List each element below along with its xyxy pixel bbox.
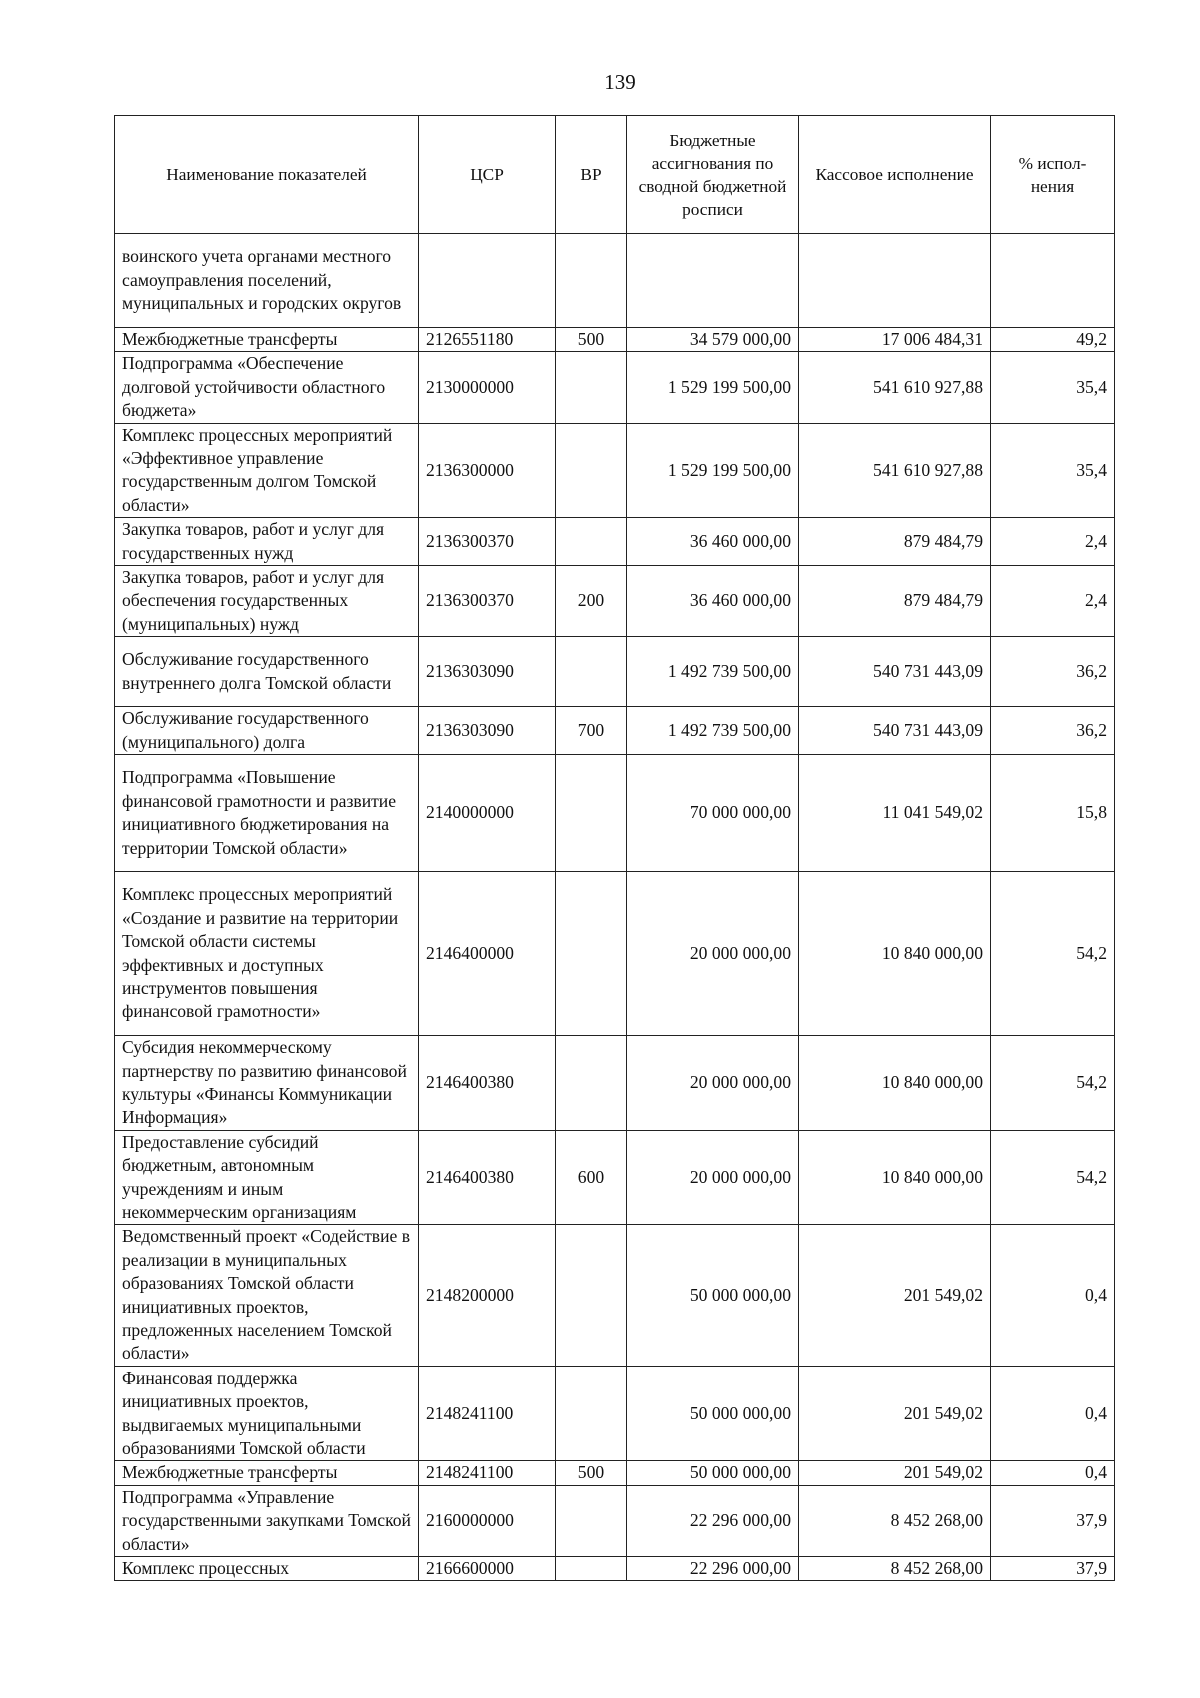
row-pct: 2,4 <box>991 518 1115 566</box>
row-pct: 15,8 <box>991 755 1115 872</box>
row-csr: 2130000000 <box>419 352 556 423</box>
row-vr <box>556 637 627 707</box>
row-vr <box>556 1366 627 1461</box>
row-csr: 2136300370 <box>419 566 556 637</box>
row-csr: 2136300000 <box>419 423 556 518</box>
row-vr <box>556 1485 627 1556</box>
row-vr <box>556 1225 627 1366</box>
row-vr <box>556 423 627 518</box>
row-csr: 2136303090 <box>419 707 556 755</box>
row-name: Подпрограмма «Управление государственными закупками Томской области» <box>115 1485 419 1556</box>
table-row <box>115 1225 1115 1366</box>
header-vr: ВР <box>556 116 627 234</box>
row-name: Подпрограмма «Повышение финансовой грамотности и развитие инициативного бюджетирования на территории Томской области» <box>115 755 419 872</box>
row-csr <box>419 234 556 328</box>
row-cash: 17 006 484,31 <box>799 328 991 352</box>
row-csr: 2146400380 <box>419 1130 556 1225</box>
row-pct: 36,2 <box>991 637 1115 707</box>
row-name: Закупка товаров, работ и услуг для государственных нужд <box>115 518 419 566</box>
row-csr: 2160000000 <box>419 1485 556 1556</box>
row-budget: 20 000 000,00 <box>627 1130 799 1225</box>
row-budget: 1 492 739 500,00 <box>627 707 799 755</box>
row-vr <box>556 872 627 1036</box>
header-row <box>115 116 1115 234</box>
row-vr: 700 <box>556 707 627 755</box>
row-budget <box>627 234 799 328</box>
row-name: Комплекс процессных <box>115 1557 419 1581</box>
row-csr: 2148200000 <box>419 1225 556 1366</box>
table-row <box>115 707 1115 755</box>
row-pct: 54,2 <box>991 872 1115 1036</box>
row-budget: 50 000 000,00 <box>627 1461 799 1485</box>
row-cash: 540 731 443,09 <box>799 637 991 707</box>
row-budget: 1 529 199 500,00 <box>627 423 799 518</box>
row-budget: 1 492 739 500,00 <box>627 637 799 707</box>
row-pct: 2,4 <box>991 566 1115 637</box>
row-cash: 201 549,02 <box>799 1461 991 1485</box>
row-vr: 500 <box>556 1461 627 1485</box>
row-csr: 2146400000 <box>419 872 556 1036</box>
table-row <box>115 1130 1115 1225</box>
table-row <box>115 566 1115 637</box>
row-cash: 541 610 927,88 <box>799 352 991 423</box>
row-pct: 36,2 <box>991 707 1115 755</box>
row-cash: 879 484,79 <box>799 518 991 566</box>
row-budget: 36 460 000,00 <box>627 518 799 566</box>
row-cash: 11 041 549,02 <box>799 755 991 872</box>
row-pct: 54,2 <box>991 1130 1115 1225</box>
row-budget: 20 000 000,00 <box>627 872 799 1036</box>
row-vr <box>556 1557 627 1581</box>
row-pct: 37,9 <box>991 1557 1115 1581</box>
table-row <box>115 518 1115 566</box>
table-row <box>115 1485 1115 1556</box>
table-row <box>115 637 1115 707</box>
row-budget: 22 296 000,00 <box>627 1557 799 1581</box>
table-row <box>115 352 1115 423</box>
row-cash <box>799 234 991 328</box>
row-name: Межбюджетные трансферты <box>115 328 419 352</box>
table-body <box>115 234 1115 1581</box>
row-vr <box>556 352 627 423</box>
row-budget: 50 000 000,00 <box>627 1225 799 1366</box>
row-budget: 20 000 000,00 <box>627 1036 799 1131</box>
header-name: Наименование показателей <box>115 116 419 234</box>
row-csr: 2148241100 <box>419 1461 556 1485</box>
row-name: Финансовая поддержка инициативных проектов, выдвигаемых муниципальными образованиями Томской области <box>115 1366 419 1461</box>
table-row <box>115 1557 1115 1581</box>
row-budget: 22 296 000,00 <box>627 1485 799 1556</box>
row-name: Межбюджетные трансферты <box>115 1461 419 1485</box>
row-csr: 2126551180 <box>419 328 556 352</box>
row-pct: 54,2 <box>991 1036 1115 1131</box>
page-number: 139 <box>604 70 636 94</box>
row-cash: 10 840 000,00 <box>799 1036 991 1131</box>
row-budget: 50 000 000,00 <box>627 1366 799 1461</box>
row-csr: 2166600000 <box>419 1557 556 1581</box>
row-vr <box>556 518 627 566</box>
table-row <box>115 1036 1115 1131</box>
row-name: Комплекс процессных мероприятий «Создание и развитие на территории Томской области системы эффективных и доступных инструментов повышения финансовой грамотности» <box>115 872 419 1036</box>
row-cash: 201 549,02 <box>799 1366 991 1461</box>
row-name: Комплекс процессных мероприятий «Эффективное управление государственным долгом Томской области» <box>115 423 419 518</box>
row-name: Подпрограмма «Обеспечение долговой устойчивости областного бюджета» <box>115 352 419 423</box>
row-budget: 70 000 000,00 <box>627 755 799 872</box>
row-name: Предоставление субсидий бюджетным, автономным учреждениям и иным некоммерческим организациям <box>115 1130 419 1225</box>
row-cash: 10 840 000,00 <box>799 1130 991 1225</box>
row-pct: 0,4 <box>991 1461 1115 1485</box>
row-cash: 540 731 443,09 <box>799 707 991 755</box>
row-budget: 1 529 199 500,00 <box>627 352 799 423</box>
row-name: Субсидия некоммерческому партнерству по развитию финансовой культуры «Финансы Коммуникации Информация» <box>115 1036 419 1131</box>
header-budget-allocation: Бюджетные ассигнования по сводной бюджетной росписи <box>627 116 799 234</box>
table-row <box>115 423 1115 518</box>
row-pct: 35,4 <box>991 423 1115 518</box>
row-vr: 600 <box>556 1130 627 1225</box>
budget-execution-table <box>114 115 1115 1581</box>
row-budget: 36 460 000,00 <box>627 566 799 637</box>
row-csr: 2146400380 <box>419 1036 556 1131</box>
row-cash: 879 484,79 <box>799 566 991 637</box>
row-vr <box>556 234 627 328</box>
row-pct <box>991 234 1115 328</box>
header-cash-execution: Кассовое исполнение <box>799 116 991 234</box>
table-row <box>115 755 1115 872</box>
row-csr: 2140000000 <box>419 755 556 872</box>
table-row <box>115 328 1115 352</box>
table-row <box>115 1461 1115 1485</box>
row-name: Ведомственный проект «Содействие в реализации в муниципальных образованиях Томской области инициативных проектов, предложенных населением Томской области» <box>115 1225 419 1366</box>
row-vr <box>556 755 627 872</box>
header-execution-percent: % испол-нения <box>991 116 1115 234</box>
row-vr <box>556 1036 627 1131</box>
row-csr: 2136303090 <box>419 637 556 707</box>
row-csr: 2136300370 <box>419 518 556 566</box>
row-pct: 0,4 <box>991 1225 1115 1366</box>
row-vr: 500 <box>556 328 627 352</box>
row-pct: 35,4 <box>991 352 1115 423</box>
table-row <box>115 1366 1115 1461</box>
row-pct: 37,9 <box>991 1485 1115 1556</box>
row-pct: 49,2 <box>991 328 1115 352</box>
table-row <box>115 234 1115 328</box>
header-csr: ЦСР <box>419 116 556 234</box>
row-name: Обслуживание государственного (муниципального) долга <box>115 707 419 755</box>
row-cash: 8 452 268,00 <box>799 1485 991 1556</box>
row-cash: 10 840 000,00 <box>799 872 991 1036</box>
table-row <box>115 872 1115 1036</box>
row-cash: 8 452 268,00 <box>799 1557 991 1581</box>
row-cash: 541 610 927,88 <box>799 423 991 518</box>
row-vr: 200 <box>556 566 627 637</box>
row-name: Закупка товаров, работ и услуг для обеспечения государственных (муниципальных) нужд <box>115 566 419 637</box>
row-cash: 201 549,02 <box>799 1225 991 1366</box>
row-csr: 2148241100 <box>419 1366 556 1461</box>
row-budget: 34 579 000,00 <box>627 328 799 352</box>
row-name: воинского учета органами местного самоуправления поселений, муниципальных и городских округов <box>115 234 419 328</box>
row-pct: 0,4 <box>991 1366 1115 1461</box>
row-name: Обслуживание государственного внутреннего долга Томской области <box>115 637 419 707</box>
